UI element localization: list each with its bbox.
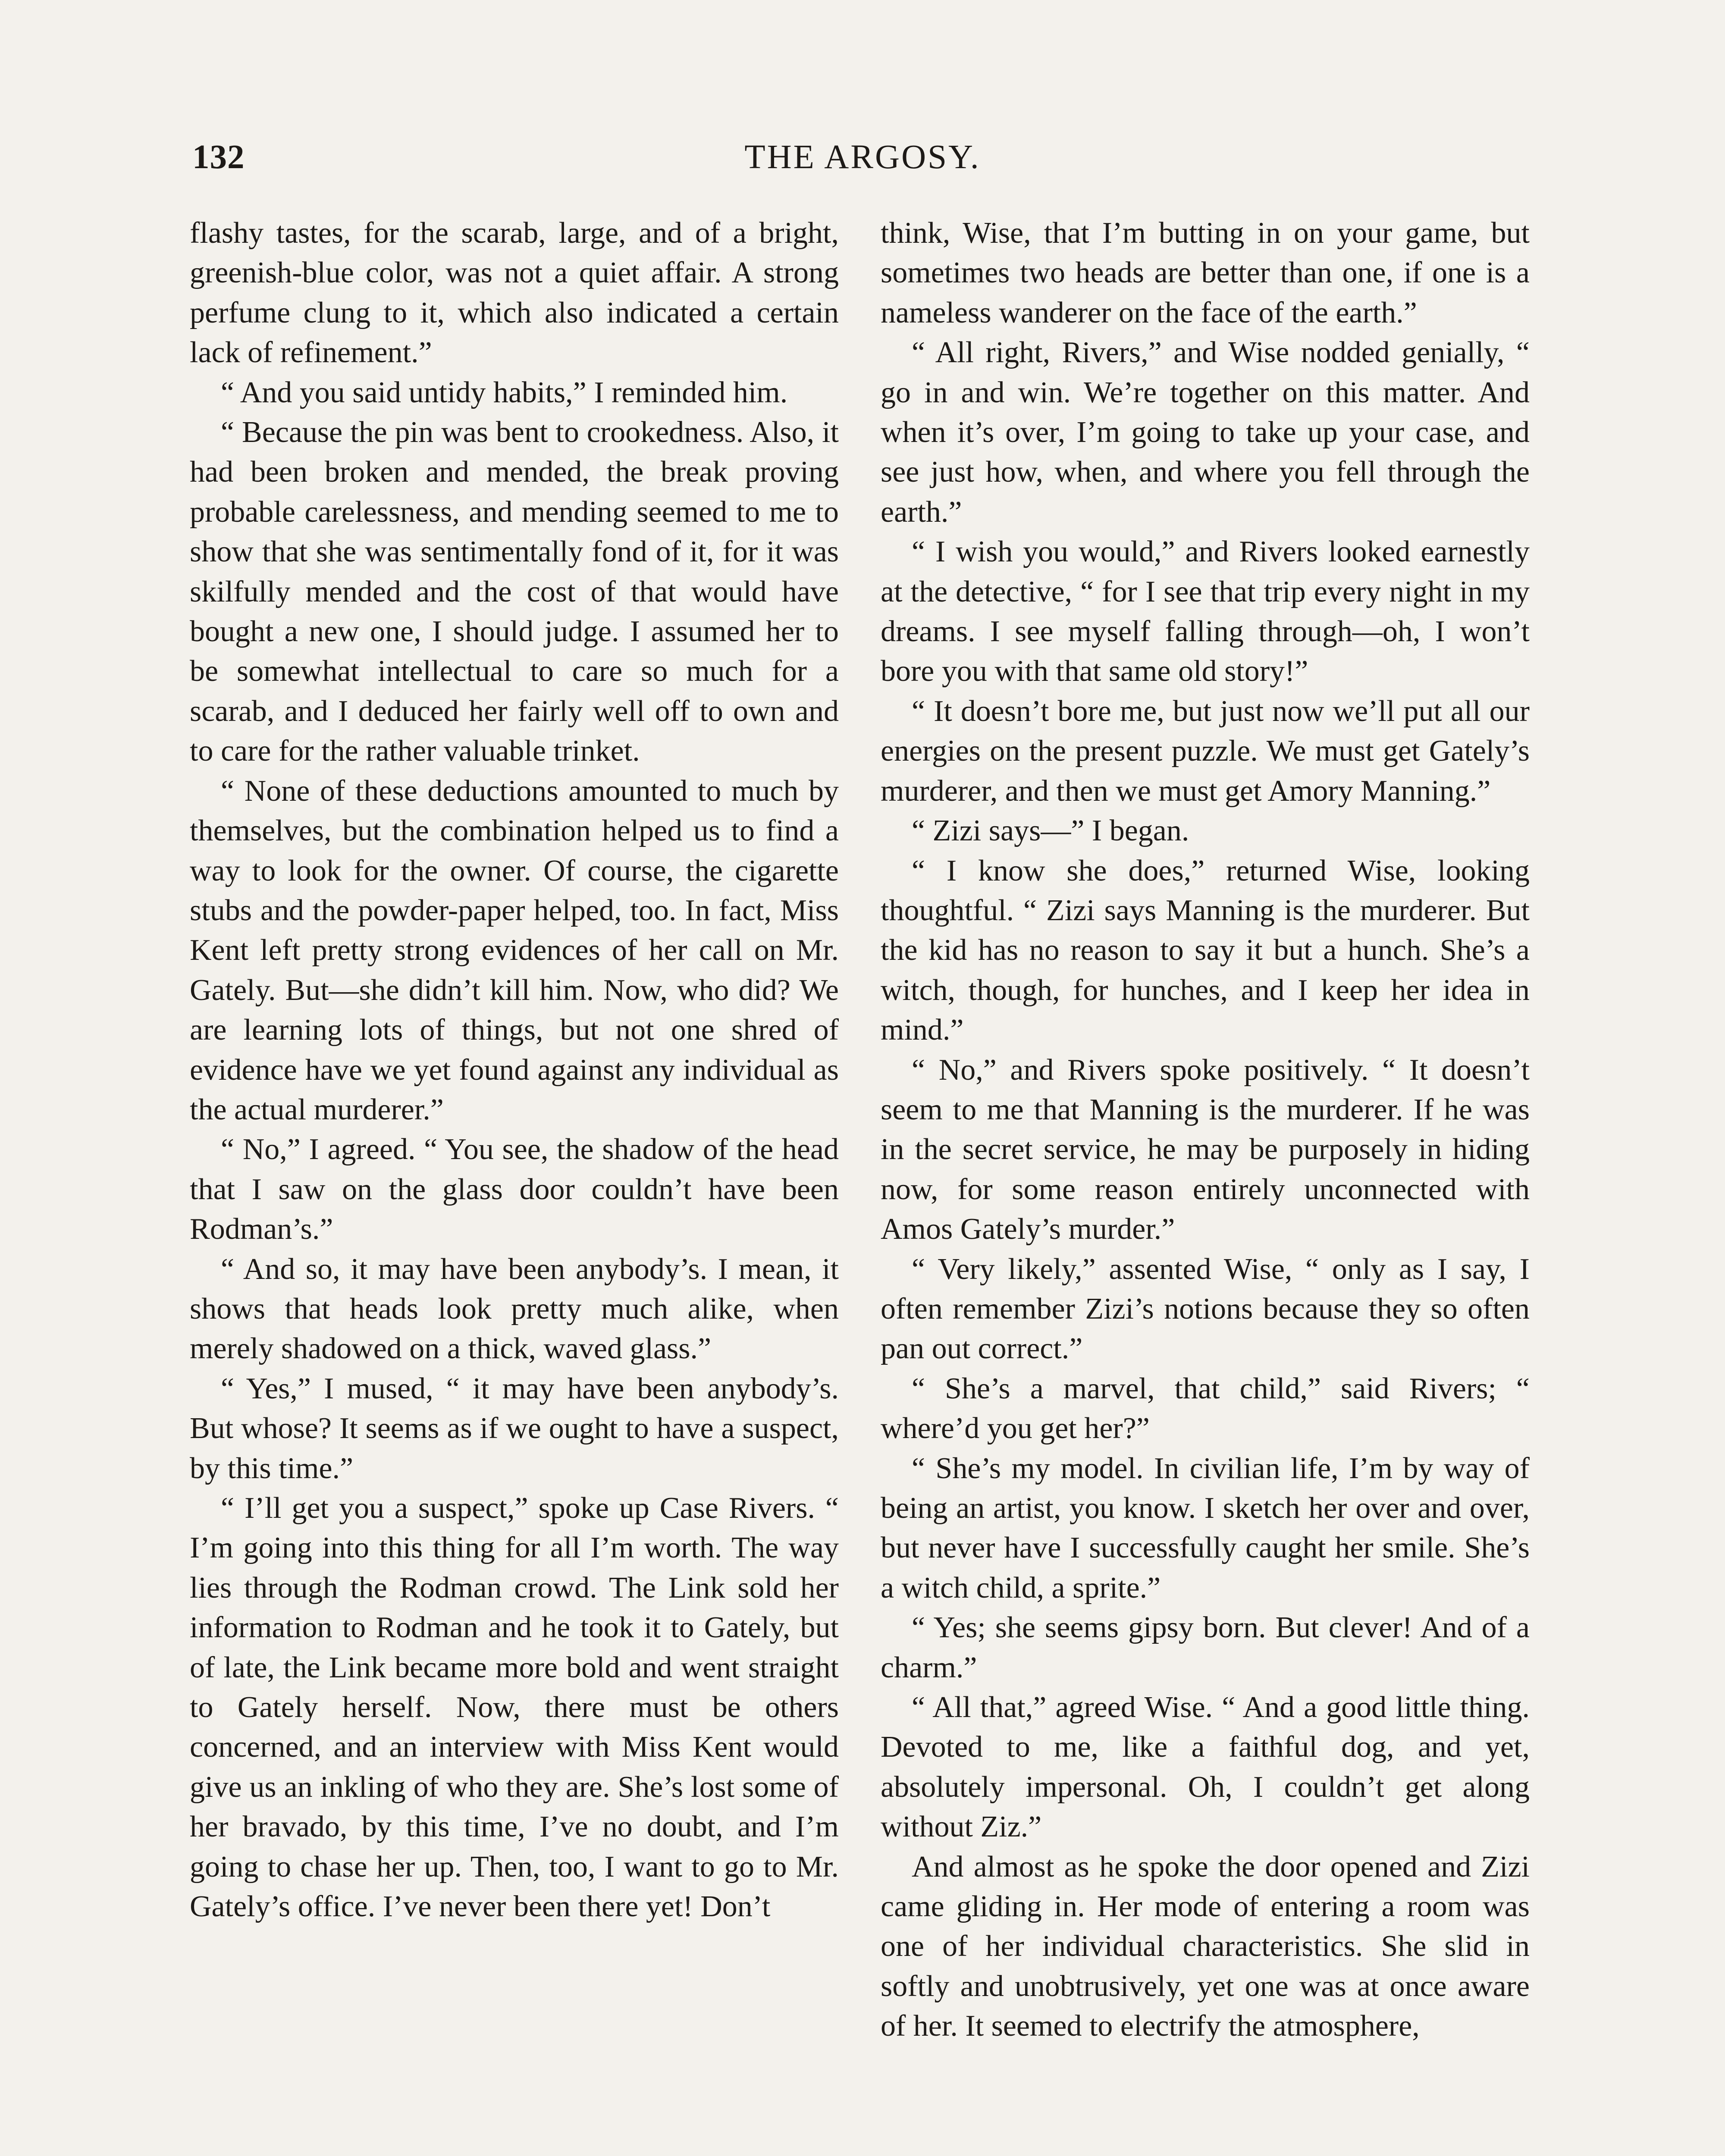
paragraph: flashy tastes, for the scarab, large, and of a bright, greenish-blue color, was not a quiet affair. A strong perfume clung to it, which also indicated a certain lack of refinement.” <box>190 216 839 370</box>
paragraph: “ I’ll get you a suspect,” spoke up Case Rivers. “ I’m going into this thing for all I’m worth. The way lies through the Rodman crowd. The Link sold her information to Rodman and he took it to Gately, but of late, the Link became more bold and went straight to Gately herself. Now, there must be others concerned, and an interview with Miss Kent would give us an inkling of who they are. She’s lost some of her bravado, by this time, I’ve no doubt, and I’m going to chase her up. Then, too, I want to go to Mr. Gately’s office. I’ve never been there yet! Don’t <box>190 1492 839 1924</box>
paragraph: “ Zizi says—” I began. <box>912 814 1189 848</box>
paragraph: “ Very likely,” assented Wise, “ only as I say, I often remember Zizi’s notions because they so often pan out correct.” <box>881 1252 1530 1366</box>
left-column <box>190 213 839 1927</box>
paragraph: “ No,” I agreed. “ You see, the shadow of the head that I saw on the glass door couldn’t have been Rodman’s.” <box>190 1133 839 1246</box>
paragraph: “ And you said untidy habits,” I reminded him. <box>221 376 788 409</box>
paragraph: “ She’s my model. In civilian life, I’m by way of being an artist, you know. I sketch her over and over, but never have I successfully caught her smile. She’s a witch child, a sprite.” <box>881 1451 1530 1604</box>
paragraph: “ No,” and Rivers spoke positively. “ It doesn’t seem to me that Manning is the murderer. If he was in the secret service, he may be purposely in hiding now, for some reason entirely unconnected with Amos Gately’s murder.” <box>881 1053 1530 1246</box>
paragraph: “ She’s a marvel, that child,” said Rivers; “ where’d you get her?” <box>881 1372 1530 1445</box>
paragraph: And almost as he spoke the door opened and Zizi came gliding in. Her mode of entering a room was one of her individual characteristics. She slid in softly and unobtrusively, yet one was at once aware of her. It seemed to electrify the atmosphere, <box>881 1850 1530 2043</box>
paragraph: “ None of these deductions amounted to much by themselves, but the combination helped us to find a way to look for the owner. Of course, the cigarette stubs and the powder-paper helped, too. In fact, Miss Kent left pretty strong evidences of her call on Mr. Gately. But—she didn’t kill him. Now, who did? We are learning lots of things, but not one shred of evidence have we yet found against any individual as the actual murderer.” <box>190 774 839 1126</box>
paragraph: “ Yes,” I mused, “ it may have been anybody’s. But whose? It seems as if we ought to have a suspect, by this time.” <box>190 1372 839 1485</box>
paragraph: “ Because the pin was bent to crookedness. Also, it had been broken and mended, the break proving probable carelessness, and mending seemed to me to show that she was sentimentally fond of it, for it was skilfully mended and the cost of that would have bought a new one, I should judge. I assumed her to be somewhat intellectual to care so much for a scarab, and I deduced her fairly well off to own and to care for the rather valuable trinket. <box>190 416 839 768</box>
running-title: THE ARGOSY. <box>744 138 981 176</box>
right-column <box>881 213 1530 2046</box>
paragraph: “ It doesn’t bore me, but just now we’ll put all our energies on the present puzzle. We must get Gately’s murderer, and then we must get Amory Manning.” <box>881 694 1530 808</box>
page-number: 132 <box>192 138 245 176</box>
paragraph: “ And so, it may have been anybody’s. I mean, it shows that heads look pretty much alike, when merely shadowed on a thick, waved glass.” <box>190 1252 839 1366</box>
paragraph: think, Wise, that I’m butting in on your game, but sometimes two heads are better than one, if one is a nameless wanderer on the face of the earth.” <box>881 216 1530 329</box>
paragraph: “ I wish you would,” and Rivers looked earnestly at the detective, “ for I see that trip every night in my dreams. I see myself falling through—oh, I won’t bore you with that same old story!” <box>881 535 1530 688</box>
paragraph: “ All right, Rivers,” and Wise nodded genially, “ go in and win. We’re together on this matter. And when it’s over, I’m going to take up your case, and see just how, when, and where you fell through the earth.” <box>881 336 1530 529</box>
paragraph: “ I know she does,” returned Wise, looking thoughtful. “ Zizi says Manning is the murderer. But the kid has no reason to say it but a hunch. She’s a witch, though, for hunches, and I keep her idea in mind.” <box>881 854 1530 1047</box>
page-header <box>0 138 1725 185</box>
paragraph: “ All that,” agreed Wise. “ And a good little thing. Devoted to me, like a faithful dog, and yet, absolutely impersonal. Oh, I couldn’t get along without Ziz.” <box>881 1691 1530 1844</box>
paragraph: “ Yes; she seems gipsy born. But clever! And of a charm.” <box>881 1611 1530 1684</box>
